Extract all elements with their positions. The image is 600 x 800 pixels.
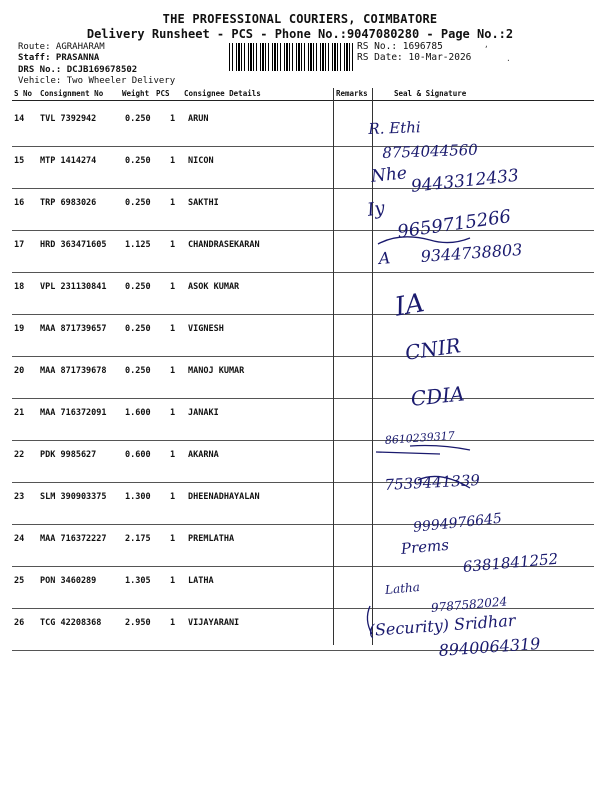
route-label: Route: AGRAHARAM — [18, 42, 105, 52]
signature-text: CDIA — [409, 381, 466, 411]
staff-label: Staff: PRASANNA — [18, 53, 100, 63]
row-weight: 0.250 — [125, 198, 151, 208]
row-consignee: CHANDRASEKARAN — [188, 240, 260, 250]
rs-number: RS No.: 1696785 — [357, 41, 443, 52]
barcode-bar — [277, 43, 278, 71]
barcode-bar — [236, 43, 237, 71]
barcode-bar — [289, 43, 290, 71]
table-row — [12, 482, 594, 525]
signature-phone-number: 6381841252 — [462, 549, 559, 576]
row-sno: 15 — [14, 156, 25, 166]
barcode-bar — [272, 43, 273, 71]
barcode-bar — [274, 43, 276, 71]
drs-label: DRS No.: DCJB169678502 — [18, 65, 138, 75]
row-consignment-no: PON 3460289 — [40, 576, 97, 586]
row-weight: 0.250 — [125, 156, 151, 166]
col-seal: Seal & Signature — [394, 89, 467, 98]
barcode-bar — [296, 43, 297, 71]
barcode-bar — [320, 43, 321, 71]
remarks-divider-left — [333, 88, 334, 645]
remarks-divider-right — [372, 88, 373, 645]
barcode-bar — [232, 43, 233, 71]
row-consignment-no: PDK 9985627 — [40, 450, 97, 460]
row-pcs: 1 — [170, 114, 176, 124]
row-consignee: DHEENADHAYALAN — [188, 492, 260, 502]
barcode-bar — [284, 43, 285, 71]
row-weight: 1.125 — [125, 240, 151, 250]
table-row — [12, 188, 594, 231]
row-sno: 24 — [14, 534, 25, 544]
barcode-bar — [334, 43, 336, 71]
barcode-bar — [301, 43, 302, 71]
row-consignment-no: MAA 716372091 — [40, 408, 107, 418]
barcode-bar — [337, 43, 338, 71]
row-weight: 0.250 — [125, 324, 151, 334]
row-consignment-no: MAA 871739678 — [40, 366, 107, 376]
signature-text: (Security) Sridhar — [368, 610, 517, 640]
row-weight: 0.600 — [125, 450, 151, 460]
barcode-bar — [268, 43, 269, 71]
row-weight: 1.305 — [125, 576, 151, 586]
barcode-bar — [260, 43, 261, 71]
row-weight: 0.250 — [125, 366, 151, 376]
signature-phone-number: 9659715266 — [396, 206, 513, 243]
row-sno: 21 — [14, 408, 25, 418]
barcode-bar — [265, 43, 266, 71]
row-consignment-no: TVL 7392942 — [40, 114, 97, 124]
barcode-bar — [244, 43, 245, 71]
row-sno: 18 — [14, 282, 25, 292]
table-header — [12, 88, 594, 101]
row-sno: 20 — [14, 366, 25, 376]
barcode-bar — [298, 43, 300, 71]
signature-text: IA — [392, 288, 427, 323]
row-consignee: VIGNESH — [188, 324, 224, 334]
row-consignment-no: MAA 716372227 — [40, 534, 107, 544]
row-weight: 1.300 — [125, 492, 151, 502]
barcode-bar — [308, 43, 309, 71]
row-weight: 2.175 — [125, 534, 151, 544]
row-weight: 2.950 — [125, 618, 151, 628]
barcode-bar — [280, 43, 281, 71]
barcode-bar — [256, 43, 257, 71]
row-consignment-no: TCG 42208368 — [40, 618, 102, 628]
row-pcs: 1 — [170, 618, 176, 628]
signature-text: Latha — [384, 579, 421, 597]
table-row — [12, 440, 594, 483]
signature-text: CNIR — [403, 333, 463, 365]
barcode-bar — [250, 43, 252, 71]
row-pcs: 1 — [170, 576, 176, 586]
row-pcs: 1 — [170, 324, 176, 334]
table-row — [12, 398, 594, 441]
signature-text: R. Ethi — [368, 118, 421, 138]
row-consignee: SAKTHI — [188, 198, 219, 208]
barcode-bar — [262, 43, 264, 71]
row-sno: 23 — [14, 492, 25, 502]
barcode-bar — [313, 43, 314, 71]
table-row — [12, 146, 594, 189]
row-pcs: 1 — [170, 366, 176, 376]
col-pcs: PCS — [156, 89, 170, 98]
barcode-bar — [328, 43, 329, 71]
row-sno: 19 — [14, 324, 25, 334]
barcode-bar — [322, 43, 324, 71]
row-consignee: VIJAYARANI — [188, 618, 240, 628]
signature-phone-number: 9344738803 — [420, 239, 523, 266]
barcode — [229, 43, 355, 71]
row-weight: 0.250 — [125, 114, 151, 124]
signature-phone-number: 8940064319 — [438, 633, 541, 660]
row-consignment-no: SLM 390903375 — [40, 492, 107, 502]
row-consignee: MANOJ KUMAR — [188, 366, 245, 376]
row-consignee: PREMLATHA — [188, 534, 235, 544]
signature-text: Nhe — [370, 163, 408, 187]
row-pcs: 1 — [170, 450, 176, 460]
signature-phone-number: 7539441339 — [384, 471, 481, 494]
barcode-bar — [340, 43, 341, 71]
barcode-bar — [238, 43, 240, 71]
barcode-bar — [346, 43, 348, 71]
col-weight: Weight — [122, 89, 150, 98]
row-weight: 1.600 — [125, 408, 151, 418]
row-weight: 0.250 — [125, 282, 151, 292]
signature-phone-number: 9994976645 — [412, 510, 503, 536]
row-consignee: ASOK KUMAR — [188, 282, 240, 292]
signature-text: Prems — [400, 535, 450, 558]
barcode-bar — [229, 43, 230, 71]
barcode-bar — [253, 43, 254, 71]
company-title: THE PROFESSIONAL COURIERS, COIMBATORE — [162, 12, 438, 26]
row-pcs: 1 — [170, 240, 176, 250]
row-pcs: 1 — [170, 492, 176, 502]
row-pcs: 1 — [170, 534, 176, 544]
table-row — [12, 314, 594, 357]
barcode-bar — [344, 43, 345, 71]
barcode-bar — [248, 43, 249, 71]
barcode-bar — [352, 43, 353, 71]
barcode-bar — [316, 43, 317, 71]
signature-phone-number: 8754044560 — [382, 140, 479, 162]
barcode-bar — [292, 43, 293, 71]
col-sno: S No — [14, 89, 33, 98]
table-row — [12, 356, 594, 399]
barcode-bar — [332, 43, 333, 71]
table-row — [12, 272, 594, 315]
barcode-bar — [286, 43, 288, 71]
row-consignment-no: MAA 871739657 — [40, 324, 107, 334]
table-row — [12, 608, 594, 651]
table-row — [12, 524, 594, 567]
signature-text: Iy — [366, 197, 387, 221]
signature-phone-number: 9787582024 — [430, 594, 508, 615]
row-pcs: 1 — [170, 156, 176, 166]
row-consignee: ARUN — [188, 114, 209, 124]
row-consignment-no: HRD 363471605 — [40, 240, 107, 250]
row-consignment-no: VPL 231130841 — [40, 282, 107, 292]
row-sno: 25 — [14, 576, 25, 586]
row-consignment-no: TRP 6983026 — [40, 198, 97, 208]
signature-text: A — [378, 248, 391, 268]
barcode-bar — [349, 43, 350, 71]
signature-phone-number: 9443312433 — [410, 165, 520, 197]
vehicle-label: Vehicle: Two Wheeler Delivery — [18, 76, 176, 86]
row-consignment-no: MTP 1414274 — [40, 156, 97, 166]
col-consignee: Consignee Details — [184, 89, 261, 98]
barcode-bar — [241, 43, 242, 71]
row-sno: 16 — [14, 198, 25, 208]
row-sno: 17 — [14, 240, 25, 250]
row-pcs: 1 — [170, 198, 176, 208]
barcode-bar — [310, 43, 312, 71]
table-row — [12, 104, 594, 147]
signature-phone-number: 8610239317 — [384, 429, 456, 447]
barcode-bar — [325, 43, 326, 71]
table-row — [12, 566, 594, 609]
row-sno: 26 — [14, 618, 25, 628]
runsheet-subtitle: Delivery Runsheet - PCS - Phone No.:9047080280 - Page No.:2 — [86, 27, 514, 41]
row-consignee: NICON — [188, 156, 214, 166]
row-consignee: JANAKI — [188, 408, 219, 418]
row-consignee: AKARNA — [188, 450, 219, 460]
col-remarks: Remarks — [336, 89, 368, 98]
row-pcs: 1 — [170, 408, 176, 418]
col-consignment: Consignment No — [40, 89, 104, 98]
row-sno: 14 — [14, 114, 25, 124]
rs-date: RS Date: 10-Mar-2026 — [357, 52, 472, 63]
row-consignee: LATHA — [188, 576, 214, 586]
table-row — [12, 230, 594, 273]
barcode-bar — [304, 43, 305, 71]
row-pcs: 1 — [170, 282, 176, 292]
row-sno: 22 — [14, 450, 25, 460]
